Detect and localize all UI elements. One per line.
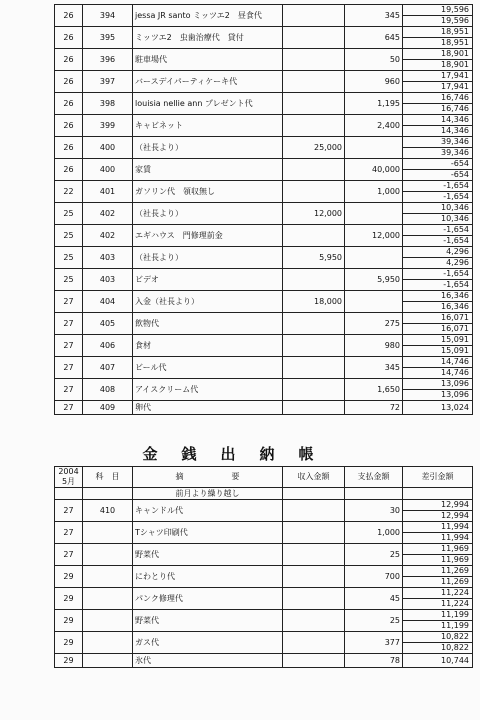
row-payment	[345, 247, 403, 269]
row-payment: 275	[345, 313, 403, 335]
row-number: 405	[83, 313, 133, 335]
row-income: 25,000	[283, 137, 345, 159]
row-income	[283, 588, 345, 610]
row-income: 18,000	[283, 291, 345, 313]
row-payment	[345, 137, 403, 159]
balance-value: -654	[450, 159, 469, 168]
row-income	[283, 225, 345, 247]
row-payment: 960	[345, 71, 403, 93]
table-row	[55, 313, 473, 335]
balance-value: 11,994	[441, 522, 469, 531]
table-row	[55, 27, 473, 49]
row-income	[283, 522, 345, 544]
balance-value: 11,969	[441, 544, 469, 553]
balance-carry-value: 16,071	[403, 323, 472, 334]
row-day: 27	[55, 500, 83, 522]
row-description: （社長より）	[133, 247, 283, 269]
row-number: 399	[83, 115, 133, 137]
row-balance	[403, 225, 473, 247]
balance-carry-value: 39,346	[403, 147, 472, 158]
table-row	[55, 522, 473, 544]
row-number	[83, 588, 133, 610]
row-number: 394	[83, 5, 133, 27]
row-day: 29	[55, 632, 83, 654]
row-balance	[403, 566, 473, 588]
balance-value: 14,746	[441, 357, 469, 366]
row-balance	[403, 181, 473, 203]
balance-carry-value: -1,654	[403, 235, 472, 246]
row-payment: 1,000	[345, 181, 403, 203]
table-row	[55, 632, 473, 654]
row-balance	[403, 49, 473, 71]
balance-value: 17,941	[441, 71, 469, 80]
row-income	[283, 313, 345, 335]
row-number	[83, 654, 133, 668]
row-description: にわとり代	[133, 566, 283, 588]
balance-carry-value: 11,994	[403, 532, 472, 543]
row-day: 22	[55, 181, 83, 203]
row-number: 406	[83, 335, 133, 357]
row-description: louisia nellie ann プレゼント代	[133, 93, 283, 115]
year-month-cell	[55, 467, 83, 488]
bottom-ledger-table	[54, 466, 473, 668]
row-balance	[403, 654, 473, 668]
row-day: 26	[55, 5, 83, 27]
row-number: 398	[83, 93, 133, 115]
row-day: 26	[55, 93, 83, 115]
row-payment	[345, 203, 403, 225]
row-day: 26	[55, 159, 83, 181]
row-payment	[345, 291, 403, 313]
row-balance	[403, 115, 473, 137]
row-balance	[403, 588, 473, 610]
row-income	[283, 500, 345, 522]
carry-forward-row	[55, 488, 473, 500]
table-row	[55, 401, 473, 415]
row-income	[283, 632, 345, 654]
row-description: 食材	[133, 335, 283, 357]
row-description: 家賃	[133, 159, 283, 181]
row-day: 27	[55, 544, 83, 566]
row-income	[283, 115, 345, 137]
row-payment: 25	[345, 544, 403, 566]
balance-value: 15,091	[441, 335, 469, 344]
row-balance	[403, 379, 473, 401]
table-row	[55, 5, 473, 27]
row-number: 402	[83, 225, 133, 247]
row-income	[283, 654, 345, 668]
row-balance	[403, 401, 473, 415]
header-year: 2004	[58, 467, 79, 476]
table-row	[55, 159, 473, 181]
row-description: 入金（社長より）	[133, 291, 283, 313]
row-description: 氷代	[133, 654, 283, 668]
row-day: 27	[55, 335, 83, 357]
row-payment: 700	[345, 566, 403, 588]
row-balance	[403, 203, 473, 225]
balance-value: -1,654	[443, 269, 469, 278]
balance-value: 12,994	[441, 500, 469, 509]
row-income	[283, 335, 345, 357]
balance-carry-value: 10,822	[403, 642, 472, 653]
row-income	[283, 181, 345, 203]
table-row	[55, 203, 473, 225]
row-balance	[403, 27, 473, 49]
row-day: 25	[55, 225, 83, 247]
row-description: （社長より）	[133, 203, 283, 225]
row-payment: 1,000	[345, 522, 403, 544]
row-description: 野菜代	[133, 544, 283, 566]
row-balance	[403, 137, 473, 159]
row-description: パンク修理代	[133, 588, 283, 610]
balance-carry-value: 14,746	[403, 367, 472, 378]
row-day: 27	[55, 291, 83, 313]
row-description: Tシャツ印刷代	[133, 522, 283, 544]
row-day: 25	[55, 247, 83, 269]
row-payment: 980	[345, 335, 403, 357]
balance-carry-value: 16,346	[403, 301, 472, 312]
row-day: 27	[55, 401, 83, 415]
table-row	[55, 335, 473, 357]
row-number	[83, 566, 133, 588]
row-description: 駐車場代	[133, 49, 283, 71]
balance-carry-value: 15,091	[403, 345, 472, 356]
header-month: 5月	[61, 477, 76, 486]
row-income	[283, 610, 345, 632]
balance-value: 11,269	[441, 566, 469, 575]
row-income	[283, 93, 345, 115]
row-day: 27	[55, 522, 83, 544]
row-payment: 645	[345, 27, 403, 49]
table-row	[55, 544, 473, 566]
table-row	[55, 247, 473, 269]
balance-carry-value: 18,951	[403, 37, 472, 48]
row-income	[283, 401, 345, 415]
row-balance	[403, 632, 473, 654]
row-description: jessa JR santo ミッツエ2 昼食代	[133, 5, 283, 27]
row-balance	[403, 269, 473, 291]
row-number: 409	[83, 401, 133, 415]
row-payment: 1,195	[345, 93, 403, 115]
row-day: 27	[55, 379, 83, 401]
balance-value: 18,901	[441, 49, 469, 58]
row-day: 29	[55, 654, 83, 668]
balance-carry-value: 11,224	[403, 598, 472, 609]
row-day: 27	[55, 313, 83, 335]
row-description: エギハウス 門修理前金	[133, 225, 283, 247]
balance-carry-value: -1,654	[403, 191, 472, 202]
row-balance	[403, 522, 473, 544]
row-number: 397	[83, 71, 133, 93]
table-row	[55, 357, 473, 379]
row-description: ガソリン代 領収無し	[133, 181, 283, 203]
row-description: ビデオ	[133, 269, 283, 291]
balance-carry-value: 10,346	[403, 213, 472, 224]
row-description: 飲物代	[133, 313, 283, 335]
balance-value: 18,951	[441, 27, 469, 36]
row-payment: 50	[345, 49, 403, 71]
row-income	[283, 5, 345, 27]
row-income: 5,950	[283, 247, 345, 269]
balance-value: 10,822	[441, 632, 469, 641]
balance-carry-value: 12,994	[403, 510, 472, 521]
row-description: キャビネット	[133, 115, 283, 137]
header-tekiyo: 摘 要	[133, 467, 283, 488]
row-payment: 78	[345, 654, 403, 668]
row-number: 410	[83, 500, 133, 522]
row-balance	[403, 159, 473, 181]
balance-value: 11,224	[441, 588, 469, 597]
row-description: 野菜代	[133, 610, 283, 632]
table-row	[55, 654, 473, 668]
row-description: バースデイパーティケーキ代	[133, 71, 283, 93]
row-description: （社長より）	[133, 137, 283, 159]
table-row	[55, 500, 473, 522]
row-day: 27	[55, 357, 83, 379]
row-income	[283, 566, 345, 588]
row-income	[283, 159, 345, 181]
row-payment: 45	[345, 588, 403, 610]
balance-value: 16,746	[441, 93, 469, 102]
balance-carry-value: 11,199	[403, 620, 472, 631]
table-row	[55, 291, 473, 313]
row-balance	[403, 544, 473, 566]
balance-carry-value: 14,346	[403, 125, 472, 136]
row-income	[283, 357, 345, 379]
row-payment: 25	[345, 610, 403, 632]
row-balance	[403, 335, 473, 357]
row-day: 29	[55, 610, 83, 632]
balance-value: 13,096	[441, 379, 469, 388]
balance-carry-value: 11,969	[403, 554, 472, 565]
balance-value: 10,744	[441, 655, 469, 665]
row-day: 25	[55, 203, 83, 225]
ledger-title: 金銭出納帳	[142, 445, 338, 463]
balance-carry-value: 17,941	[403, 81, 472, 92]
balance-carry-value: 4,296	[403, 257, 472, 268]
row-payment: 2,400	[345, 115, 403, 137]
row-payment: 72	[345, 401, 403, 415]
row-number: 400	[83, 159, 133, 181]
row-description: ミッツエ2 虫歯治療代 貸付	[133, 27, 283, 49]
row-income: 12,000	[283, 203, 345, 225]
row-number: 402	[83, 203, 133, 225]
table-row	[55, 93, 473, 115]
bottom-ledger-body	[55, 500, 473, 668]
row-number	[83, 544, 133, 566]
balance-value: 14,346	[441, 115, 469, 124]
row-balance	[403, 71, 473, 93]
row-number: 400	[83, 137, 133, 159]
row-income	[283, 269, 345, 291]
row-balance	[403, 500, 473, 522]
balance-carry-value: 16,746	[403, 103, 472, 114]
row-balance	[403, 610, 473, 632]
row-day: 29	[55, 588, 83, 610]
balance-carry-value: 13,096	[403, 389, 472, 400]
row-day: 26	[55, 115, 83, 137]
row-balance	[403, 313, 473, 335]
row-balance	[403, 5, 473, 27]
row-description: 卵代	[133, 401, 283, 415]
balance-carry-value: 18,901	[403, 59, 472, 70]
row-payment: 12,000	[345, 225, 403, 247]
balance-value: 39,346	[441, 137, 469, 146]
row-day: 29	[55, 566, 83, 588]
ledger-header-row	[55, 467, 473, 488]
balance-value: 16,346	[441, 291, 469, 300]
row-day: 26	[55, 137, 83, 159]
row-number: 403	[83, 247, 133, 269]
row-day: 26	[55, 49, 83, 71]
row-payment: 5,950	[345, 269, 403, 291]
balance-value: 11,199	[441, 610, 469, 619]
row-day: 26	[55, 71, 83, 93]
header-bal: 差引金額	[403, 467, 473, 488]
balance-value: -1,654	[443, 225, 469, 234]
table-row	[55, 610, 473, 632]
row-description: ビール代	[133, 357, 283, 379]
row-number: 408	[83, 379, 133, 401]
balance-value: 19,596	[441, 5, 469, 14]
row-number: 407	[83, 357, 133, 379]
carry-forward-label: 前月より繰り越し	[133, 488, 283, 500]
row-day: 26	[55, 27, 83, 49]
table-row	[55, 137, 473, 159]
row-number: 396	[83, 49, 133, 71]
row-description: キャンドル代	[133, 500, 283, 522]
table-row	[55, 566, 473, 588]
table-row	[55, 71, 473, 93]
row-description: ガス代	[133, 632, 283, 654]
row-day: 25	[55, 269, 83, 291]
header-in: 収入金額	[283, 467, 345, 488]
row-balance	[403, 291, 473, 313]
row-payment: 1,650	[345, 379, 403, 401]
balance-carry-value: 11,269	[403, 576, 472, 587]
header-out: 支払金額	[345, 467, 403, 488]
row-payment: 345	[345, 357, 403, 379]
row-description: アイスクリーム代	[133, 379, 283, 401]
row-balance	[403, 93, 473, 115]
table-row	[55, 49, 473, 71]
row-number: 395	[83, 27, 133, 49]
table-row	[55, 225, 473, 247]
row-income	[283, 544, 345, 566]
row-income	[283, 27, 345, 49]
balance-value: 16,071	[441, 313, 469, 322]
row-payment: 345	[345, 5, 403, 27]
balance-carry-value: -1,654	[403, 279, 472, 290]
balance-carry-value: 19,596	[403, 15, 472, 26]
row-number: 404	[83, 291, 133, 313]
balance-value: 4,296	[446, 247, 469, 256]
row-income	[283, 71, 345, 93]
table-row	[55, 379, 473, 401]
table-row	[55, 115, 473, 137]
row-balance	[403, 247, 473, 269]
row-payment: 30	[345, 500, 403, 522]
table-row	[55, 269, 473, 291]
table-row	[55, 588, 473, 610]
row-number: 401	[83, 181, 133, 203]
row-number: 403	[83, 269, 133, 291]
row-number	[83, 522, 133, 544]
row-income	[283, 49, 345, 71]
balance-carry-value: -654	[403, 169, 472, 180]
top-ledger-table	[54, 4, 473, 415]
row-income	[283, 379, 345, 401]
row-balance	[403, 357, 473, 379]
balance-value: 13,024	[441, 402, 469, 412]
row-number	[83, 610, 133, 632]
table-row	[55, 181, 473, 203]
header-kamoku: 科 目	[83, 467, 133, 488]
row-payment: 377	[345, 632, 403, 654]
balance-value: 10,346	[441, 203, 469, 212]
row-payment: 40,000	[345, 159, 403, 181]
row-number	[83, 632, 133, 654]
balance-value: -1,654	[443, 181, 469, 190]
top-ledger-body	[55, 5, 473, 415]
